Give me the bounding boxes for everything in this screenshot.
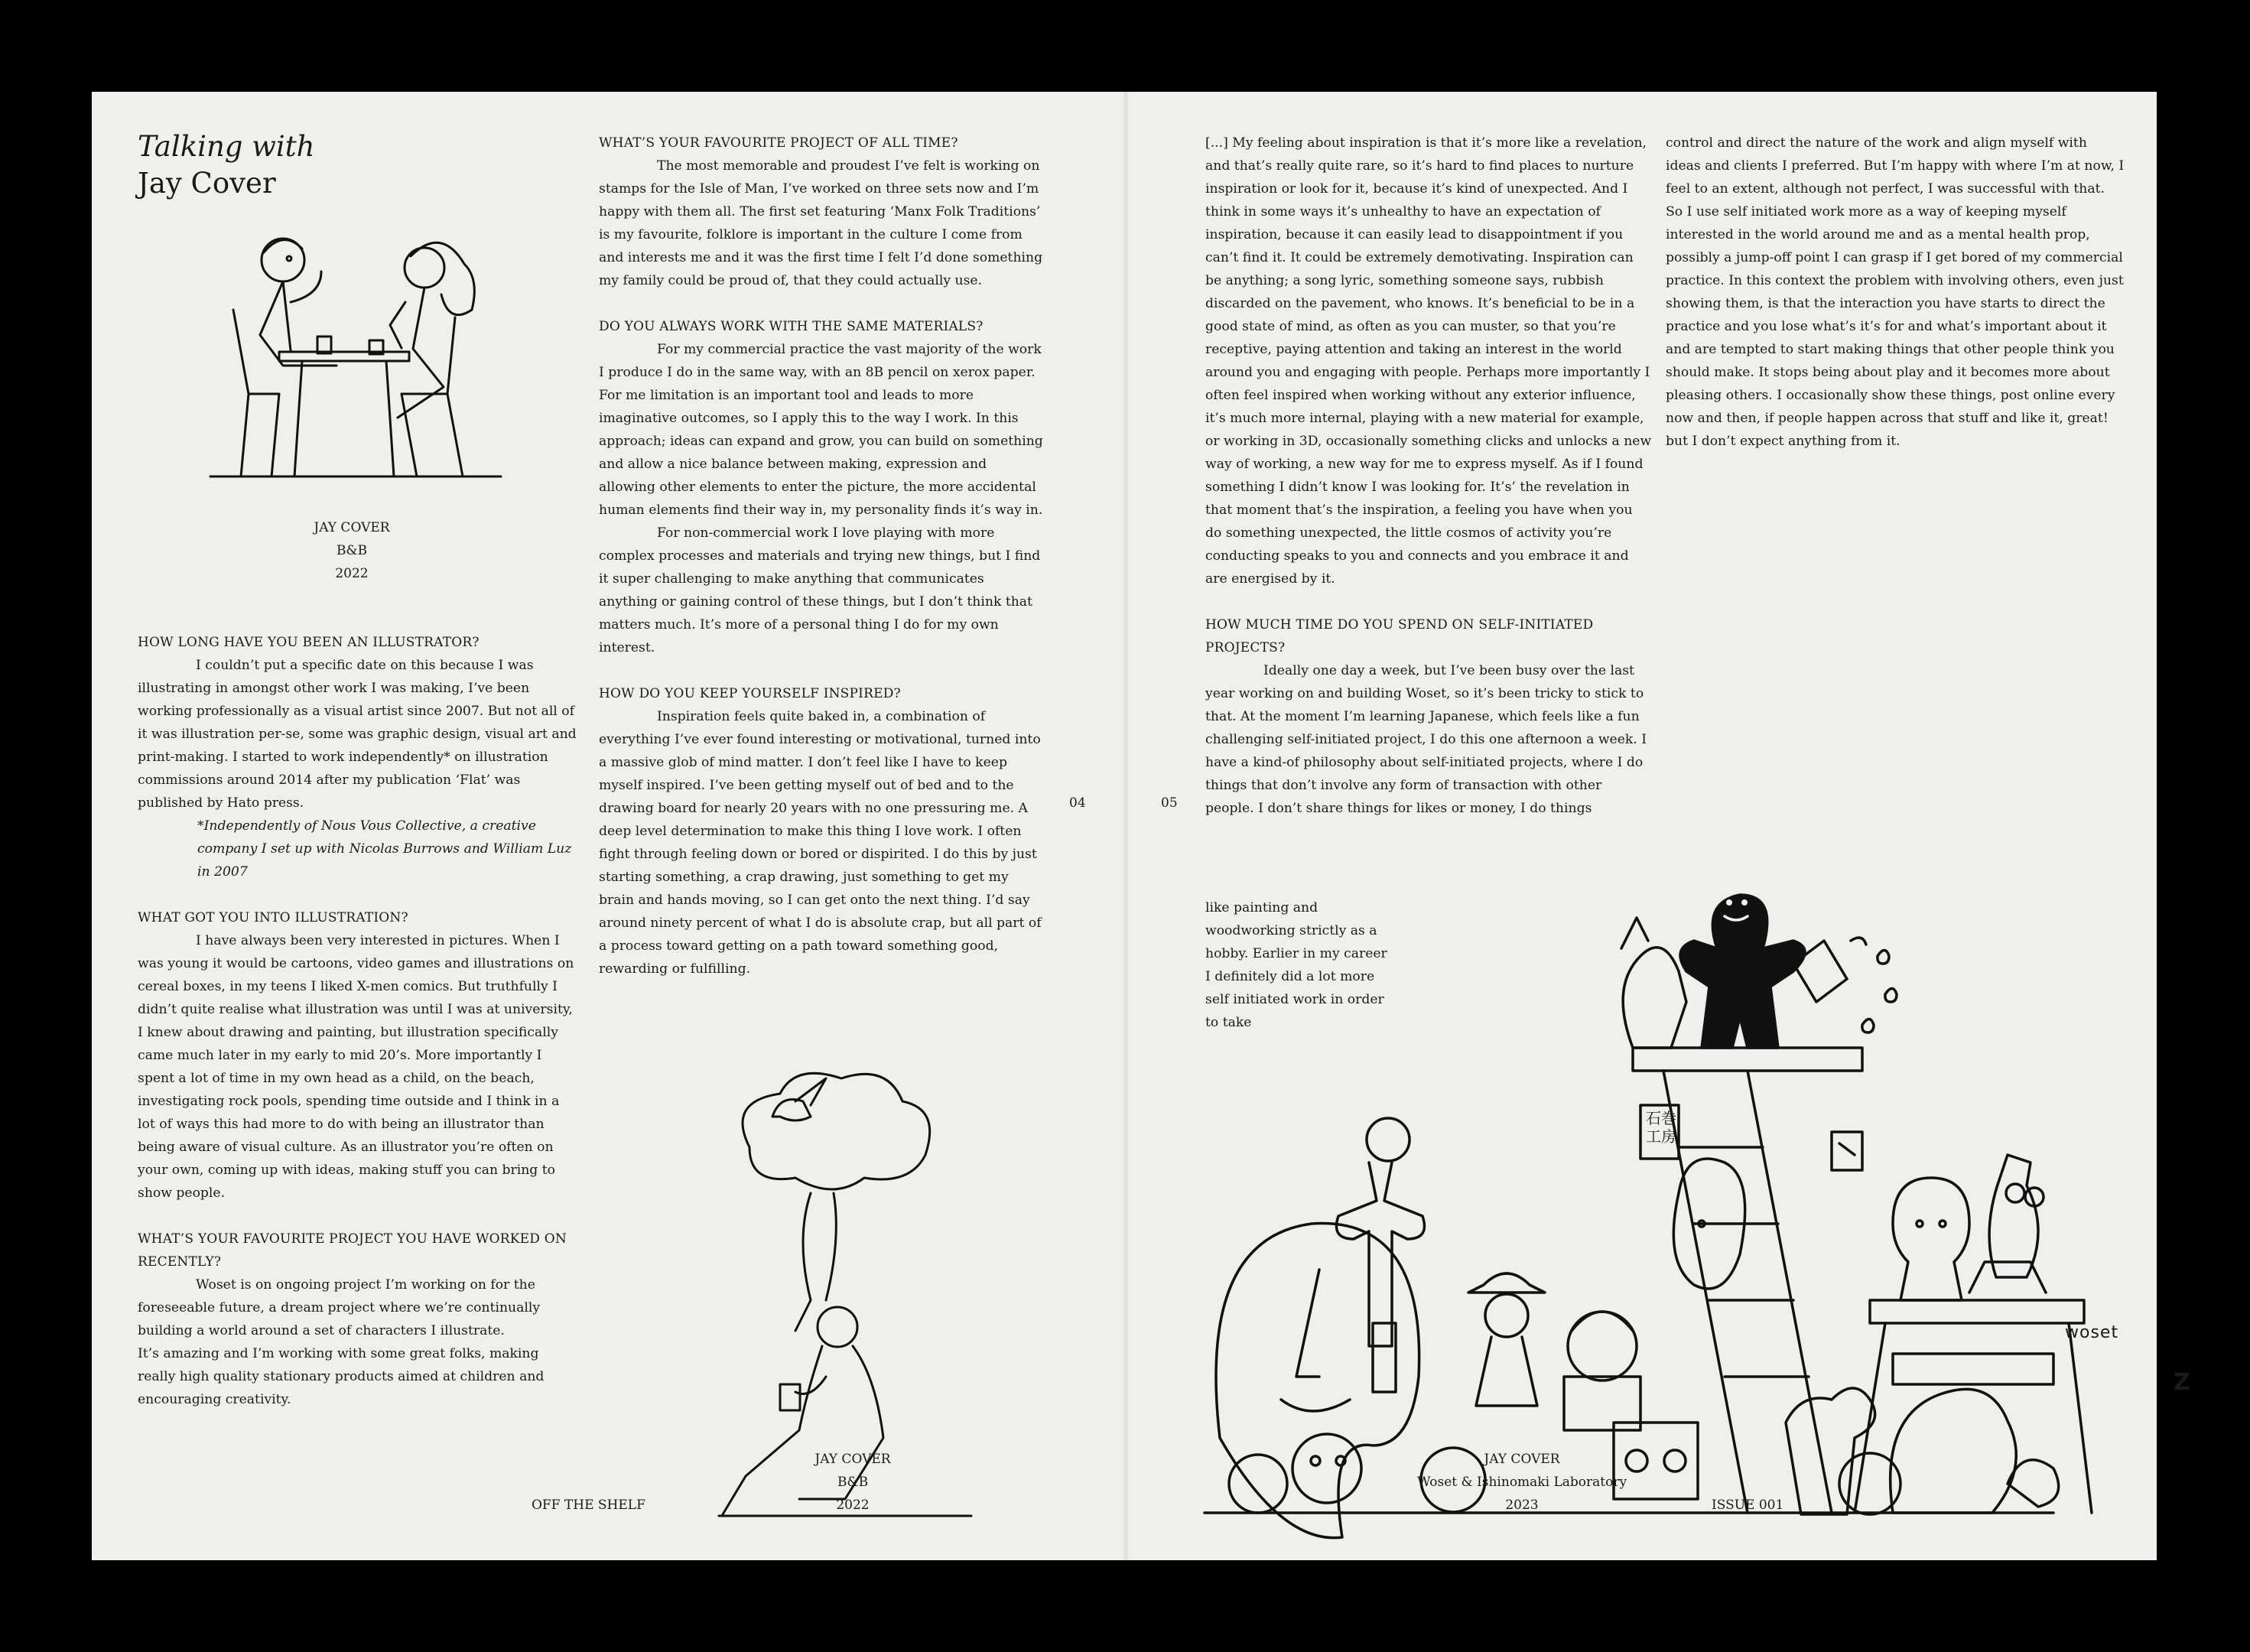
right-column-1-narrow: like painting and woodworking strictly as a hobby. Earlier in my career I definitely did a lot more self initiated work in order to take <box>1205 900 1387 1030</box>
bnb-caption: JAY COVER B&B 2022 <box>314 520 390 581</box>
bnb-illustration <box>210 226 501 486</box>
footnote: *Independently of Nous Vous Collective, a creative company I set up with Nicolas Burrows and William Luz in 2007 <box>197 818 572 880</box>
paragraph: For non-commercial work I love playing with more complex processes and materials and trying new things, but I find it super challenging to make anything that communicates anything or gaining control of these things, but I don’t think that matters much. It’s more of a personal thing I do for my own interest. <box>599 525 1041 655</box>
magazine-spread <box>92 92 2190 1560</box>
right-column-1 <box>1205 132 1653 820</box>
paragraph: For my commercial practice the vast majority of the work I produce I do in the same way, with an 8B pencil on xerox paper. For me limitation is an important tool and leads to more imaginative outcomes, so I apply this to the way I work. In this approach; ideas can expand and grow, you can build on something and allow a nice balance between making, expression and allowing other elements to enter the picture, the more accidental human elements find their way in, my personality finds it’s way in. <box>599 342 1043 518</box>
paragraph: I couldn’t put a specific date on this because I was illustrating in amongst other work I was making, I’ve been working professionally as a visual artist since 2007. But not all of it was illustration per-se, some was graphic design, visual art and print-making. I started to work independently* on illustration commissions around 2014 after my publication ‘Flat’ was published by Hato press. <box>138 658 577 811</box>
footer-issue: ISSUE 001 <box>1712 1498 1784 1513</box>
title-name: Jay Cover <box>138 167 276 200</box>
sleep-z-label: Z <box>2174 1369 2190 1396</box>
bottom-caption-right: JAY COVER Woset & Ishinomaki Laboratory 2023 <box>1416 1452 1627 1513</box>
footer-publication: OFF THE SHELF <box>532 1498 645 1513</box>
paragraph: [...] My feeling about inspiration is that it’s more like a revelation, and that’s really quite rare, so it’s hard to find places to nurture inspiration or look for it, because it’s kind of unexpected. And I think in some ways it’s unhealthy to have an expectation of inspiration, because it can easily lead to disappointment if you can’t find it. It could be extremely demotivating. Inspiration can be anything; a song lyric, something someone says, rubbish discarded on the pavement, who knows. It’s beneficial to be in a good state of mind, as often as you can muster, so that you’re receptive, paying attention and taking an interest in the world around you and engaging with people. Perhaps more importantly I often feel inspired when working without any exterior influence, it’s much more internal, playing with a new material for example, or working in 3D, occasionally something clicks and unlocks a new way of working, a new way for me to express myself. As if I found something I didn’t know I was looking for. It’s’ the revelation in that moment that’s the inspiration, a feeling you have when you do something unexpected, the little cosmos of activity you’re conducting speaks to you and connects and you embrace it and are energised by it. <box>1205 135 1652 587</box>
spacer <box>599 659 1046 682</box>
title-italic: Talking with <box>138 130 315 163</box>
spacer <box>138 883 577 906</box>
section-heading: WHAT’S YOUR FAVOURITE PROJECT OF ALL TIME? <box>599 135 958 151</box>
section-heading: WHAT GOT YOU INTO ILLUSTRATION? <box>138 910 408 925</box>
article-title <box>138 128 314 202</box>
spacer <box>599 292 1046 315</box>
page-number-left: 04 <box>1069 795 1086 811</box>
section-heading: WHAT’S YOUR FAVOURITE PROJECT YOU HAVE WORKED ON RECENTLY? <box>138 1231 567 1270</box>
woset-characters-illustration <box>1205 795 2053 1518</box>
paragraph: Ideally one day a week, but I’ve been busy over the last year working on and building Woset, so it’s been tricky to stick to that. At the moment I’m learning Japanese, which feels like a fun challenging self-initiated project, I do this one afternoon a week. I have a kind-of philosophy about self-initiated projects, where I do things that don’t involve any form of transaction with other people. I don’t share things for likes or money, I do things <box>1205 663 1647 816</box>
section-heading: HOW LONG HAVE YOU BEEN AN ILLUSTRATOR? <box>138 635 480 650</box>
section-heading: DO YOU ALWAYS WORK WITH THE SAME MATERIALS? <box>599 319 984 334</box>
page-number-right: 05 <box>1161 795 1178 811</box>
spacer <box>1205 590 1653 613</box>
section-heading: HOW MUCH TIME DO YOU SPEND ON SELF-INITIATED PROJECTS? <box>1205 617 1594 655</box>
paragraph: Woset is on ongoing project I’m working on for the foreseeable future, a dream project where we’re continually building a world around a set of characters I illustrate. <box>138 1277 541 1338</box>
page-gutter <box>1123 92 1129 1560</box>
right-column-2: control and direct the nature of the work and align myself with ideas and clients I preferred. But I’m happy with where I’m at now, I feel to an extent, although not perfect, I was successful with that. So I use self initiated work more as a way of keeping myself interested in the world around me and as a mental health prop, possibly a jump-off point I can grasp if I get bored of my commercial practice. In this context the problem with involving others, even just showing them, is that the interaction you have starts to direct the practice and you lose what’s it’s for and what’s important about it and are tempted to start making things that other people think you should make. It stops being about play and it becomes more about pleasing others. I occasionally show these things, post online every now and then, if people happen across that stuff and like it, great! but I don’t expect anything from it. <box>1666 135 2125 449</box>
paragraph: Inspiration feels quite baked in, a combination of everything I’ve ever found interesting or motivational, turned into a massive glob of mind matter. I don’t feel like I have to keep myself inspired. I’ve been getting myself out of bed and to the drawing board for nearly 20 years with no one pressuring me. A deep level determination to make this thing I love work. I often fight through feeling down or bored or dispirited. I do this by just starting something, a crap drawing, just something to get my brain and hands moving, so I can get onto the next thing. I’d say around ninety percent of what I do is absolute crap, but all part of a process toward getting on a path toward something good, rewarding or fulfilling. <box>599 709 1042 977</box>
paragraph: It’s amazing and I’m working with some great folks, making really high quality stationary products aimed at children and encouraging creativity. <box>138 1346 545 1407</box>
left-column-2 <box>599 132 1046 980</box>
woset-logo-text: woset <box>2065 1323 2119 1342</box>
spacer <box>138 1205 577 1228</box>
section-heading: HOW DO YOU KEEP YOURSELF INSPIRED? <box>599 686 901 701</box>
paragraph: I have always been very interested in pictures. When I was young it would be cartoons, video games and illustrations on cereal boxes, in my teens I liked X-men comics. But truthfully I didn’t quite realise what illustration was until I was at university, I knew about drawing and painting, but illustration specifically came much later in my early to mid 20’s. More importantly I spent a lot of time in my own head as a child, on the beach, investigating rock pools, spending time outside and I think in a lot of ways this had more to do with being an illustrator than being aware of visual culture. As an illustrator you’re often on your own, coming up with ideas, making stuff you can bring to show people. <box>138 933 574 1201</box>
left-column-1 <box>138 631 577 1411</box>
paragraph: The most memorable and proudest I’ve felt is working on stamps for the Isle of Man, I’ve worked on three sets now and I’m happy with them all. The first set featuring ‘Manx Folk Traditions’ is my favourite, folklore is important in the culture I come from and interests me and it was the first time I felt I’d done something my family could be proud of, that they could actually use. <box>599 158 1043 288</box>
bottom-caption-left: JAY COVER B&B 2022 <box>814 1452 891 1513</box>
ishinomaki-sign: 石巻 工房 <box>1646 1109 1676 1146</box>
